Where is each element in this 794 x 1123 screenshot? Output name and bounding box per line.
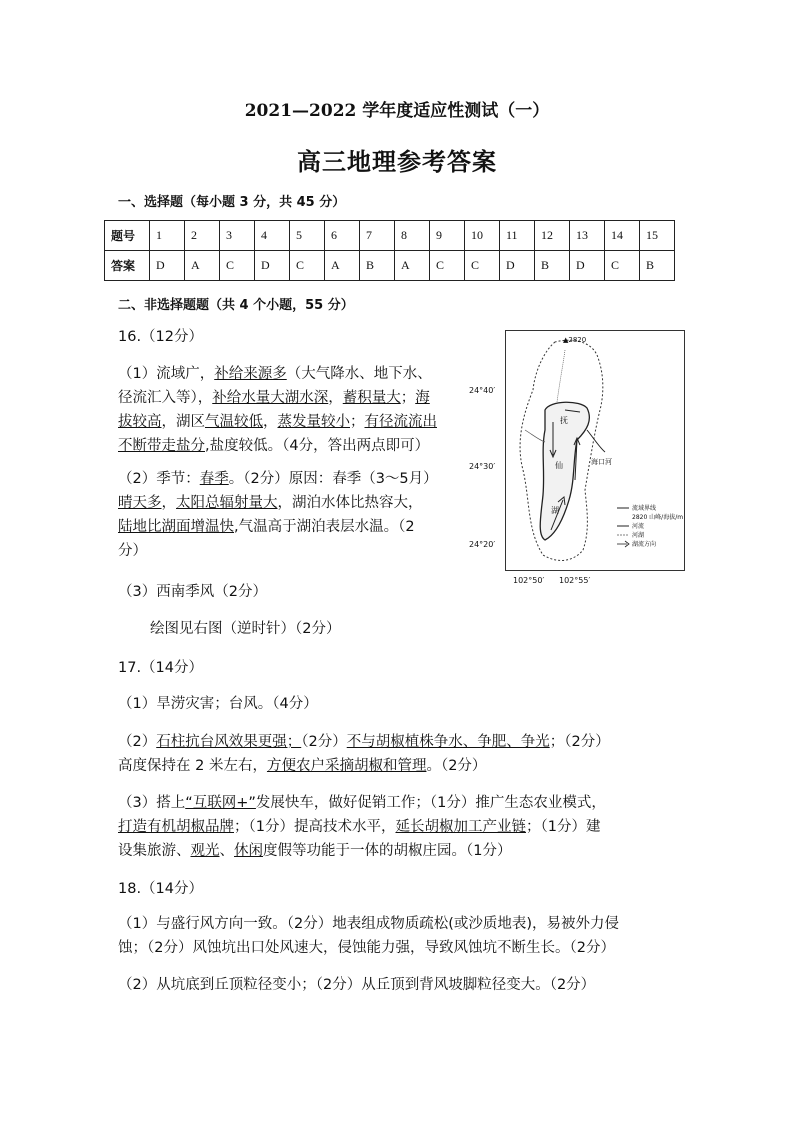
table-cell: 1 <box>150 221 185 251</box>
table-cell: 6 <box>325 221 360 251</box>
table-row-answers <box>105 251 675 281</box>
q16-part3-drawing: 绘图见右图（逆时针）（2分） <box>150 621 341 637</box>
table-cell: A <box>395 251 430 281</box>
table-cell: 2 <box>185 221 220 251</box>
q16-title: 16.（12分） <box>118 329 204 345</box>
table-cell: 15 <box>640 221 675 251</box>
lon-label-1: 102°50′ <box>513 576 545 585</box>
q17-part1: （1）旱涝灾害；台风。（4分） <box>118 696 318 712</box>
q17-title: 17.（14分） <box>118 660 204 676</box>
section1-heading: 一、选择题（每小题 3 分，共 45 分） <box>118 195 346 210</box>
table-cell: B <box>640 251 675 281</box>
lake-name-char-3: 湖 <box>551 506 559 515</box>
exam-title: 2021—2022 学年度适应性测试（一） <box>244 101 550 121</box>
q16-part3: （3）西南季风（2分） <box>118 584 267 600</box>
lake-name-char-1: 抚 <box>560 416 568 425</box>
table-cell: 10 <box>465 221 500 251</box>
table-cell: 9 <box>430 221 465 251</box>
q17-part3: （3）搭上“互联网+”发展快车，做好促销工作；（1分）推广生态农业模式， 打造有机胡椒品牌；（1分）提高技术水平，延长胡椒加工产业链；（1分）建 设集旅游、观光、休闲度假等功能于一体的胡椒庄园。（1分） <box>118 795 606 859</box>
q17-part2: （2）石柱抗台风效果更强；（2分）不与胡椒植株争水、争肥、争光；（2分） 高度保持在 2 米左右，方便农户采摘胡椒和管理。（2分） <box>118 734 610 774</box>
q18-part2: （2）从坑底到丘顶粒径变小；（2分）从丘顶到背风坡脚粒径变大。（2分） <box>118 977 596 993</box>
answer-table <box>104 220 675 281</box>
table-cell: 3 <box>220 221 255 251</box>
table-cell: B <box>360 251 395 281</box>
outlet-label: 海口河 <box>591 458 612 466</box>
table-cell: B <box>535 251 570 281</box>
lat-label-1: 24°40′ <box>469 386 496 395</box>
table-cell: 14 <box>605 221 640 251</box>
table-cell: D <box>255 251 290 281</box>
q18-title: 18.（14分） <box>118 881 204 897</box>
table-cell: 4 <box>255 221 290 251</box>
row-label-question: 题号 <box>105 221 150 251</box>
table-row-numbers <box>105 221 675 251</box>
table-cell: 11 <box>500 221 535 251</box>
table-cell: A <box>325 251 360 281</box>
lon-label-2: 102°55′ <box>559 576 591 585</box>
table-cell: C <box>430 251 465 281</box>
q16-part1: （1）流域广，补给来源多（大气降水、地下水、 径流汇入等），补给水量大湖水深，蓄积量大；海 拔较高，湖区气温较低，蒸发量较小；有径流流出 不断带走盐分,盐度较低。（4分，答出两点即可） <box>118 366 437 454</box>
q16-part2: （2）季节：春季。（2分）原因：春季（3～5月） 晴天多，太阳总辐射量大，湖泊水体比热容大， 陆地比湖面增温快,气温高于湖泊表层水温。（2 分） <box>118 471 438 559</box>
lake-map-figure <box>469 330 685 590</box>
lat-label-3: 24°20′ <box>469 540 496 549</box>
table-cell: D <box>570 251 605 281</box>
lake-name-char-2: 仙 <box>555 461 563 470</box>
table-cell: A <box>185 251 220 281</box>
table-cell: 7 <box>360 221 395 251</box>
table-cell: C <box>290 251 325 281</box>
table-cell: C <box>605 251 640 281</box>
table-cell: 5 <box>290 221 325 251</box>
map-legend: 流域界线 2820 山峰/海拔/m 河流 河湖 湖流方向 <box>632 505 684 548</box>
q18-part1: （1）与盛行风方向一致。（2分）地表组成物质疏松(或沙质地表)，易被外力侵 蚀；（2分）风蚀坑出口处风速大，侵蚀能力强，导致风蚀坑不断生长。（2分） <box>118 916 620 956</box>
table-cell: 8 <box>395 221 430 251</box>
table-cell: D <box>500 251 535 281</box>
table-cell: D <box>150 251 185 281</box>
table-cell: 13 <box>570 221 605 251</box>
answer-key-title: 高三地理参考答案 <box>297 147 497 176</box>
table-cell: C <box>465 251 500 281</box>
row-label-answer: 答案 <box>105 251 150 281</box>
peak-label: ▲2820 <box>563 336 587 344</box>
lat-label-2: 24°30′ <box>469 462 496 471</box>
section2-heading: 二、非选择题题（共 4 个小题，55 分） <box>118 298 354 313</box>
table-cell: C <box>220 251 255 281</box>
table-cell: 12 <box>535 221 570 251</box>
